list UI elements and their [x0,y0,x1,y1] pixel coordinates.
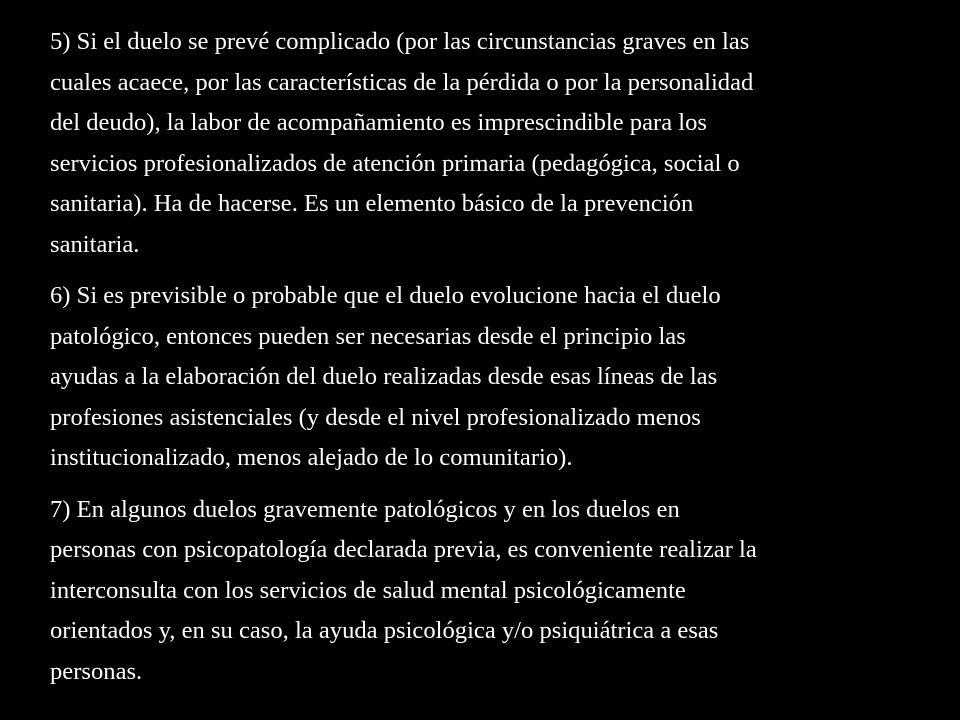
paragraph-7 [50,490,930,693]
text-line: 5) Si el duelo se prevé complicado (por las circunstancias graves en las [50,28,750,55]
paragraph-5 [50,22,930,265]
text-line: institucionalizado, menos alejado de lo comunitario). [50,444,573,471]
text-line: profesiones asistenciales (y desde el nivel profesionalizado menos [50,403,701,431]
text-line: 7) En algunos duelos gravemente patológicos y en los duelos en [50,495,680,523]
text-line: patológico, entonces pueden ser necesarias desde el principio las [50,322,686,350]
text-line: orientados y, en su caso, la ayuda psicológica y/o psiquiátrica a esas [50,617,719,644]
text-line: sanitaria. [50,230,140,258]
text-line: servicios profesionalizados de atención primaria (pedagógica, social o [50,149,740,177]
text-line: del deudo), la labor de acompañamiento es imprescindible para los [50,109,707,136]
text-line: ayudas a la elaboración del duelo realizadas desde esas líneas de las [50,363,718,390]
paragraph-6 [50,276,930,479]
text-line: cuales acaece, por las características de la pérdida o por la personalidad [50,68,754,96]
text-line: 6) Si es previsible o probable que el duelo evolucione hacia el duelo [50,282,721,309]
slide-body [50,22,930,703]
text-line: interconsulta con los servicios de salud mental psicológicamente [50,576,686,604]
text-line: personas. [50,657,143,685]
text-line: personas con psicopatología declarada previa, es conveniente realizar la [50,536,757,563]
text-line: sanitaria). Ha de hacerse. Es un elemento básico de la prevención [50,190,694,217]
